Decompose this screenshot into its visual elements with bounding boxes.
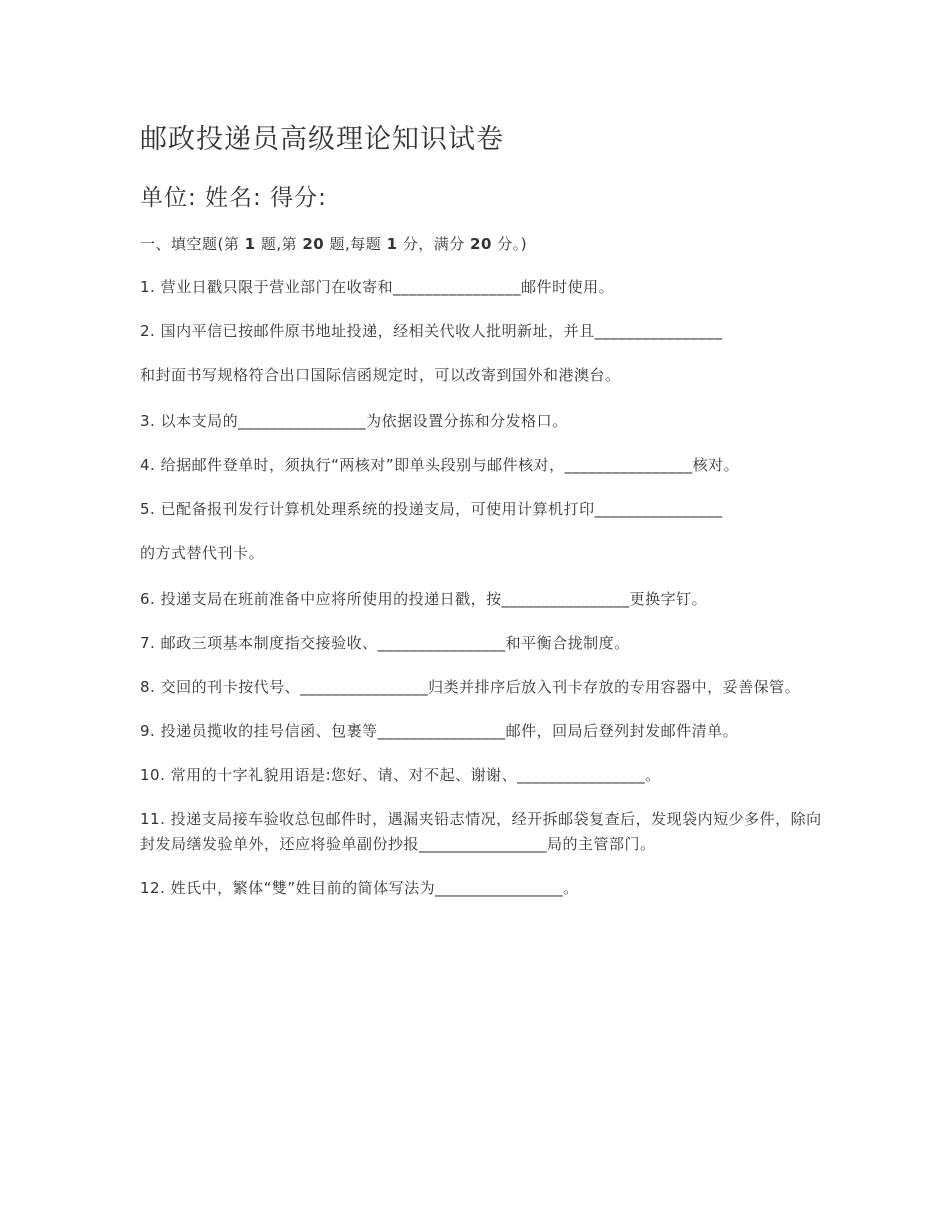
question-7: 7. 邮政三项基本制度指交接验收、________________和平衡合拢制度。 — [140, 634, 630, 652]
exam-page — [140, 120, 825, 920]
question-12: 12. 姓氏中，繁体“雙”姓目前的简体写法为________________。 — [140, 879, 579, 897]
question-5-continuation: 的方式替代刊卡。 — [140, 544, 265, 562]
question-8: 8. 交回的刊卡按代号、________________归类并排序后放入刊卡存放的专用容器中，妥善保管。 — [140, 678, 801, 696]
question-2-continuation: 和封面书写规格符合出口国际信函规定时，可以改寄到国外和港澳台。 — [140, 366, 621, 384]
question-2: 2. 国内平信已按邮件原书地址投递，经相关代收人批明新址，并且________________ — [140, 322, 723, 340]
exam-title: 邮政投递员高级理论知识试卷 — [140, 124, 504, 155]
question-6: 6. 投递支局在班前准备中应将所使用的投递日戳，按________________更换字钉。 — [140, 590, 708, 608]
question-3: 3. 以本支局的________________为依据设置分拣和分发格口。 — [140, 412, 568, 430]
section-heading: 一、填空题(第 1 题,第 20 题,每题 1 分，满分 20 分。) — [140, 235, 528, 253]
question-11: 11. 投递支局接车验收总包邮件时，遇漏夹铅志情况，经开拆邮袋复查后，发现袋内短少多件，除向封发局缮发验单外，还应将验单副份抄报________________局的主管部门。 — [140, 810, 822, 853]
question-5: 5. 已配备报刊发行计算机处理系统的投递支局，可使用计算机打印________________ — [140, 500, 723, 518]
exam-subtitle: 单位: 姓名: 得分: — [140, 185, 327, 211]
question-4: 4. 给据邮件登单时，须执行“两核对”即单头段别与邮件核对，________________核对。 — [140, 456, 740, 474]
question-10: 10. 常用的十字礼貌用语是:您好、请、对不起、谢谢、________________。 — [140, 766, 661, 784]
question-1: 1. 营业日戳只限于营业部门在收寄和________________邮件时使用。 — [140, 278, 615, 296]
question-9: 9. 投递员揽收的挂号信函、包裹等________________邮件，回局后登列封发邮件清单。 — [140, 722, 739, 740]
